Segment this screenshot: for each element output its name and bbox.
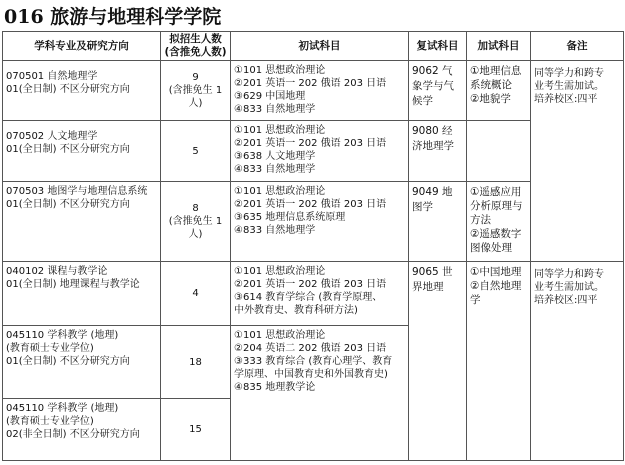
retest-cell: 9062 气象学与气候学 — [409, 61, 467, 121]
major-cell: 070503 地图学与地理信息系统 01(全日制) 不区分研究方向 — [3, 182, 161, 262]
plan-cell: 18 — [161, 326, 231, 399]
major-cell: 070502 人文地理学 01(全日制) 不区分研究方向 — [3, 121, 161, 182]
exam-cell: ①101 思想政治理论 ②201 英语一 202 俄语 203 日语 ③614 教育学综合 (教育学原理、 中外教育史、教育科研方法) — [231, 262, 409, 326]
header-extra: 加试科目 — [467, 32, 531, 61]
exam-cell: ①101 思想政治理论 ②204 英语二 202 俄语 203 日语 ③333 教育综合 (教育心理学、教育 学原理、中国教育史和外国教育史) ④835 地理教学论 — [231, 326, 409, 461]
exam-cell: ①101 思想政治理论 ②201 英语一 202 俄语 203 日语 ③635 地理信息系统原理 ④833 自然地理学 — [231, 182, 409, 262]
table-row — [3, 262, 624, 326]
exam-cell: ①101 思想政治理论 ②201 英语一 202 俄语 203 日语 ③638 人文地理学 ④833 自然地理学 — [231, 121, 409, 182]
table-row — [3, 182, 624, 262]
header-retest: 复试科目 — [409, 32, 467, 61]
plan-cell: 15 — [161, 399, 231, 461]
page-title: 016 旅游与地理科学学院 — [4, 6, 222, 28]
header-exam: 初试科目 — [231, 32, 409, 61]
extra-cell: ①中国地理 ②自然地理学 — [467, 262, 531, 461]
plan-cell: 4 — [161, 262, 231, 326]
header-major: 学科专业及研究方向 — [3, 32, 161, 61]
remark-cell: 同等学力和跨专 业考生需加试。 培养校区:四平 — [531, 61, 624, 262]
plan-cell: 9 (含推免生 1 人) — [161, 61, 231, 121]
exam-cell: ①101 思想政治理论 ②201 英语一 202 俄语 203 日语 ③629 中国地理 ④833 自然地理学 — [231, 61, 409, 121]
retest-cell: 9065 世界地理 — [409, 262, 467, 461]
table-header-row — [3, 32, 624, 61]
plan-cell: 5 — [161, 121, 231, 182]
retest-cell: 9049 地图学 — [409, 182, 467, 262]
extra-cell: ①地理信息系统概论 ②地貌学 — [467, 61, 531, 121]
admissions-table — [2, 31, 624, 461]
header-remark: 备注 — [531, 32, 624, 61]
retest-cell: 9080 经济地理学 — [409, 121, 467, 182]
major-cell: 070501 自然地理学 01(全日制) 不区分研究方向 — [3, 61, 161, 121]
table-row — [3, 61, 624, 121]
major-cell: 045110 学科教学 (地理) (教育硕士专业学位) 02(非全日制) 不区分研究方向 — [3, 399, 161, 461]
major-cell: 040102 课程与教学论 01(全日制) 地理课程与教学论 — [3, 262, 161, 326]
table-row — [3, 121, 624, 182]
extra-cell-empty — [467, 121, 531, 182]
plan-cell: 8 (含推免生 1 人) — [161, 182, 231, 262]
remark-cell: 同等学力和跨专 业考生需加试。 培养校区:四平 — [531, 262, 624, 461]
extra-cell: ①遥感应用分析原理与方法 ②遥感数字图像处理 — [467, 182, 531, 262]
header-plan: 拟招生人数 (含推免人数) — [161, 32, 231, 61]
major-cell: 045110 学科教学 (地理) (教育硕士专业学位) 01(全日制) 不区分研究方向 — [3, 326, 161, 399]
